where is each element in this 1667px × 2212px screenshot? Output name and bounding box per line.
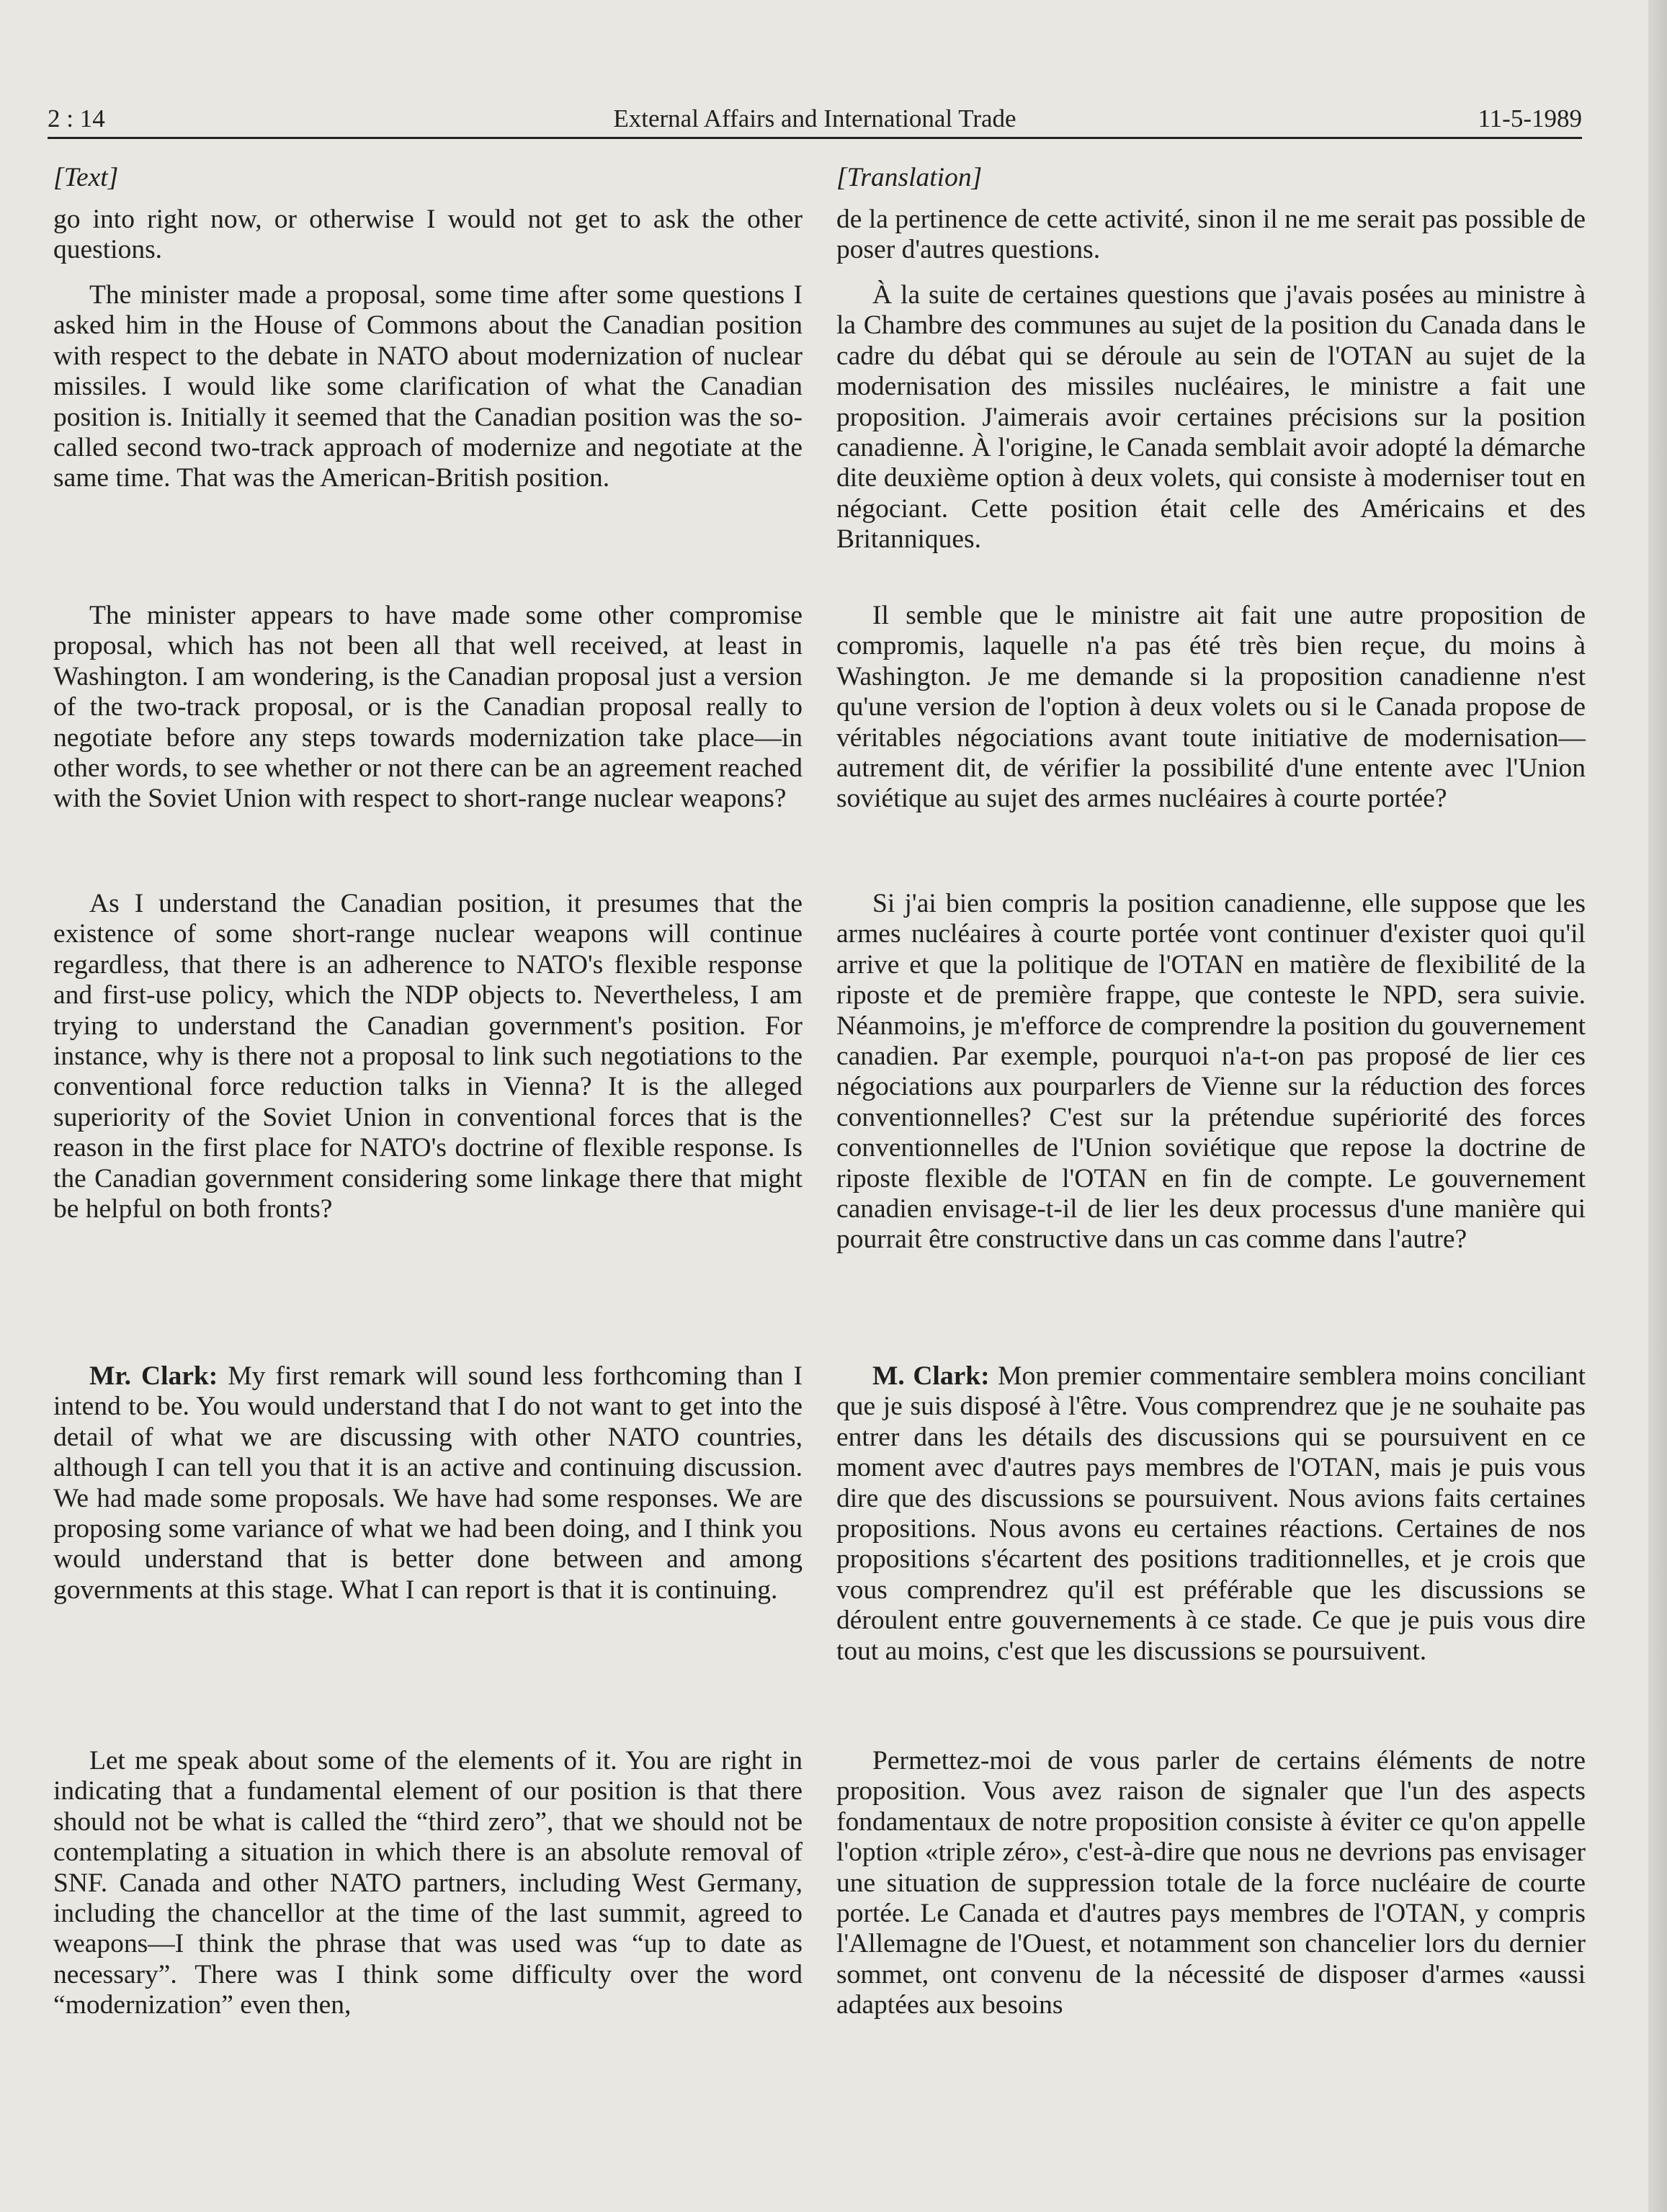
column-label-text: [Text] (53, 163, 119, 192)
paragraph: Si j'ai bien compris la position canadienne, elle suppose que les armes nucléaires à courte portée vont continuer d'exister quoi qu'il arrive et que la politique de l'OTAN en matière de flexibilité de la riposte et de première frappe, que conteste le NPD, sera suivie. Néanmoins, je m'efforce de comprendre la position du gouvernement canadien. Par exemple, pourquoi n'a-t-on pas proposé de lier ces négociations aux pourparlers de Vienne sur la réduction des forces conventionnelles? C'est sur la prétendue supériorité des forces conventionnelles de l'Union soviétique que repose la doctrine de riposte flexible de l'OTAN en fin de compte. Le gouvernement canadien envisage-t-il de lier les deux processus d'une manière qui pourrait être constructive dans un cas comme dans l'autre? (836, 889, 1586, 1255)
paragraph: The minister made a proposal, some time after some questions I asked him in the House of Commons about the Canadian position with respect to the debate in NATO about modernization of nuclear missiles. I would like some clarification of what the Canadian position is. Initially it seemed that the Canadian position was the so-called second two-track approach of modernize and negotiate at the same time. That was the American-British position. (53, 280, 803, 493)
speaker-name: Mr. Clark: (89, 1361, 218, 1391)
paragraph: Let me speak about some of the elements of it. You are right in indicating that a fundamental element of our position is that there should not be what is called the “third zero”, that we should not be contemplating a situation in which there is an absolute removal of SNF. Canada and other NATO partners, including West Germany, including the chancellor at the time of the last summit, agreed to weapons—I think the phrase that was used was “up to date as necessary”. There was I think some difficulty over the word “modernization” even then, (53, 1746, 803, 2020)
speaker-name: M. Clark: (872, 1361, 990, 1391)
sitting-date: 11-5-1989 (1478, 104, 1582, 133)
paragraph: go into right now, or otherwise I would not get to ask the other questions. (53, 205, 803, 265)
paragraph: As I understand the Canadian position, it presumes that the existence of some short-range nuclear weapons will continue regardless, that there is an adherence to NATO's flexible response and first-use policy, which the NDP objects to. Nevertheless, I am trying to understand the Canadian government's position. For instance, why is there not a proposal to link such negotiations to the conventional force reduction talks in Vienna? It is the alleged superiority of the Soviet Union in conventional forces that is the reason in the first place for NATO's doctrine of flexible response. Is the Canadian government considering some linkage there that might be helpful on both fronts? (53, 889, 803, 1224)
paragraph: Permettez-moi de vous parler de certains éléments de notre proposition. Vous avez raison de signaler que l'un des aspects fondamentaux de notre proposition consiste à éviter ce qu'on appelle l'option «triple zéro», c'est-à-dire que nous ne devrions pas envisager une situation de suppression totale de la force nucléaire de courte portée. Le Canada et d'autres pays membres de l'OTAN, y compris l'Allemagne de l'Ouest, et notamment son chancelier lors du dernier sommet, ont convenu de la nécessité de disposer d'armes «aussi adaptées aux besoins (836, 1746, 1586, 2020)
page-edge-shadow (1648, 0, 1667, 2212)
paragraph: Il semble que le ministre ait fait une autre proposition de compromis, laquelle n'a pas été très bien reçue, du moins à Washington. Je me demande si la proposition canadienne n'est qu'une version de l'option à deux volets ou si le Canada propose de véritables négociations avant toute initiative de modernisation—autrement dit, de vérifier la possibilité d'une entente avec l'Union soviétique au sujet des armes nucléaires à courte portée? (836, 601, 1586, 814)
speaker-paragraph: Mr. Clark: My first remark will sound less forthcoming than I intend to be. You would understand that I do not want to get into the detail of what we are discussing with other NATO countries, although I can tell you that it is an active and continuing discussion. We had made some proposals. We have had some responses. We are proposing some variance of what we had been doing, and I think you would understand that is better done between and among governments at this stage. What I can report is that it is continuing. (53, 1361, 803, 1605)
french-column (836, 163, 1586, 2020)
paragraph: The minister appears to have made some other compromise proposal, which has not been all that well received, at least in Washington. I am wondering, is the Canadian proposal just a version of the two-track proposal, or is the Canadian proposal really to negotiate before any steps towards modernization take place—in other words, to see whether or not there can be an agreement reached with the Soviet Union with respect to short-range nuclear weapons? (53, 601, 803, 814)
speaker-paragraph: M. Clark: Mon premier commentaire semblera moins conciliant que je suis disposé à l'être. Vous comprendrez que je ne souhaite pas entrer dans les détails des discussions qui se poursuivent en ce moment avec d'autres pays membres de l'OTAN, mais je puis vous dire que des discussions se poursuivent. Nous avions faits certaines propositions. Nous avons eu certaines réactions. Certaines de nos propositions s'écartent des positions traditionnelles, et je crois que vous comprendrez qu'il est préférable que les discussions se déroulent entre gouvernements à ce stade. Ce que je puis vous dire tout au moins, c'est que les discussions se poursuivent. (836, 1361, 1586, 1666)
header-rule (48, 137, 1582, 139)
english-column (53, 163, 803, 2020)
running-header (48, 101, 1582, 137)
column-label-translation: [Translation] (836, 163, 983, 192)
paragraph: À la suite de certaines questions que j'avais posées au ministre à la Chambre des communes au sujet de la position du Canada dans le cadre du débat qui se déroule au sein de l'OTAN au sujet de la modernisation des missiles nucléaires, le ministre a fait une proposition. J'aimerais avoir certaines précisions sur la position canadienne. À l'origine, le Canada semblait avoir adopté la démarche dite deuxième option à deux volets, qui consiste à moderniser tout en négociant. Cette position était celle des Américains et des Britanniques. (836, 280, 1586, 555)
publication-title: External Affairs and International Trade (613, 104, 1016, 133)
page-number: 2 : 14 (48, 104, 105, 133)
paragraph: de la pertinence de cette activité, sinon il ne me serait pas possible de poser d'autres questions. (836, 205, 1586, 265)
